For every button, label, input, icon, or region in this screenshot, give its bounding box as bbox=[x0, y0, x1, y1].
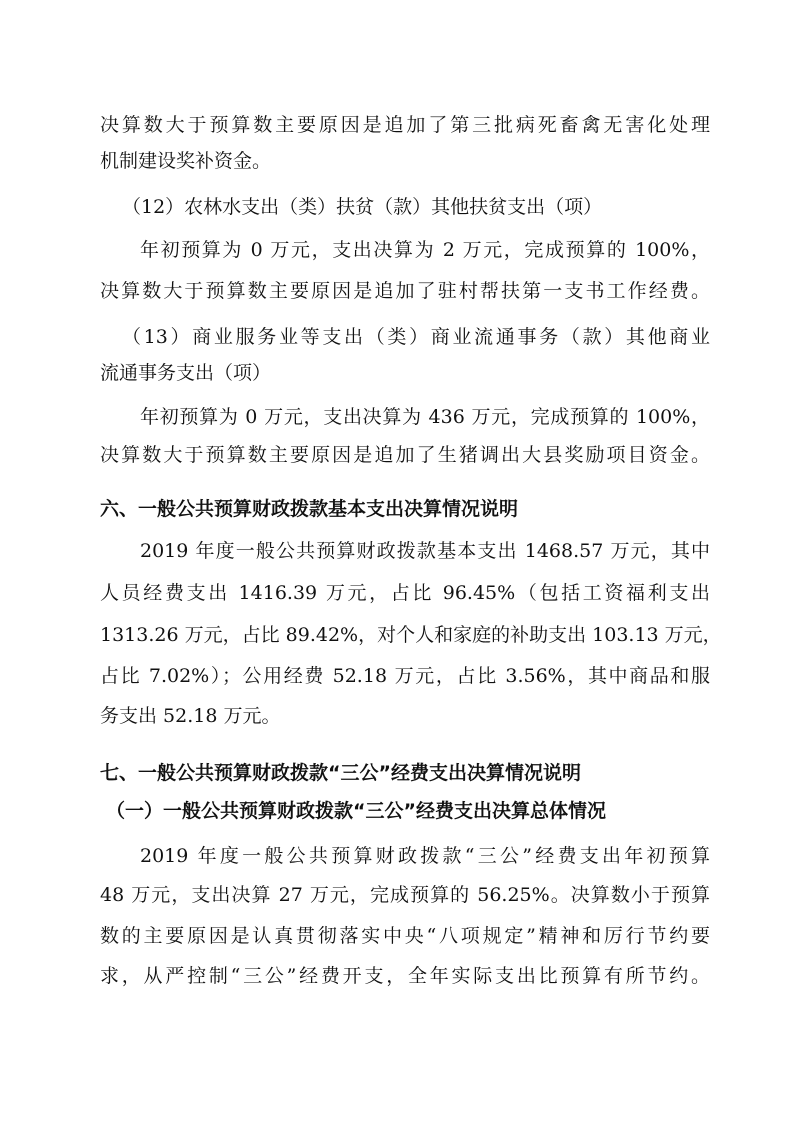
text-line: 决算数大于预算数主要原因是追加了驻村帮扶第一支书工作经费。 bbox=[100, 280, 710, 302]
text-line: 决算数大于预算数主要原因是追加了生猪调出大县奖励项目资金。 bbox=[100, 444, 710, 466]
subsection-heading-7-1: （一）一般公共预算财政拨款“三公”经费支出决算总体情况 bbox=[106, 800, 606, 822]
text-line: 占比 7.02%）；公用经费 52.18 万元，占比 3.56%，其中商品和服 bbox=[100, 665, 710, 687]
text-line: 48 万元，支出决算 27 万元，完成预算的 56.25%。决算数小于预算 bbox=[100, 884, 710, 906]
item-heading-12: （12）农林水支出（类）扶贫（款）其他扶贫支出（项） bbox=[122, 196, 603, 218]
text-line: 年初预算为 0 万元，支出决算为 436 万元，完成预算的 100%， bbox=[140, 406, 710, 428]
text-line: 年初预算为 0 万元，支出决算为 2 万元，完成预算的 100%， bbox=[140, 239, 710, 261]
text-line: 人员经费支出 1416.39 万元，占比 96.45%（包括工资福利支出 bbox=[100, 582, 710, 604]
text-line: 数的主要原因是认真贯彻落实中央“八项规定”精神和厉行节约要 bbox=[100, 925, 710, 947]
text-line: 求，从严控制“三公”经费开支，全年实际支出比预算有所节约。 bbox=[100, 965, 710, 987]
text-line: 2019 年度一般公共预算财政拨款“三公”经费支出年初预算 bbox=[140, 845, 710, 867]
section-heading-7: 七、一般公共预算财政拨款“三公”经费支出决算情况说明 bbox=[100, 762, 581, 784]
text-line: 1313.26 万元，占比 89.42%，对个人和家庭的补助支出 103.13 万元， bbox=[100, 624, 722, 646]
item-heading-13-cont: 流通事务支出（项） bbox=[100, 362, 272, 384]
item-heading-13: （13）商业服务业等支出（类）商业流通事务（款）其他商业 bbox=[122, 326, 710, 348]
text-line: 务支出 52.18 万元。 bbox=[100, 705, 281, 727]
text-line: 2019 年度一般公共预算财政拨款基本支出 1468.57 万元，其中 bbox=[140, 540, 710, 562]
text-line: 机制建设奖补资金。 bbox=[100, 150, 272, 172]
text-line: 决算数大于预算数主要原因是追加了第三批病死畜禽无害化处理 bbox=[100, 114, 710, 136]
section-heading-6: 六、一般公共预算财政拨款基本支出决算情况说明 bbox=[100, 498, 519, 520]
